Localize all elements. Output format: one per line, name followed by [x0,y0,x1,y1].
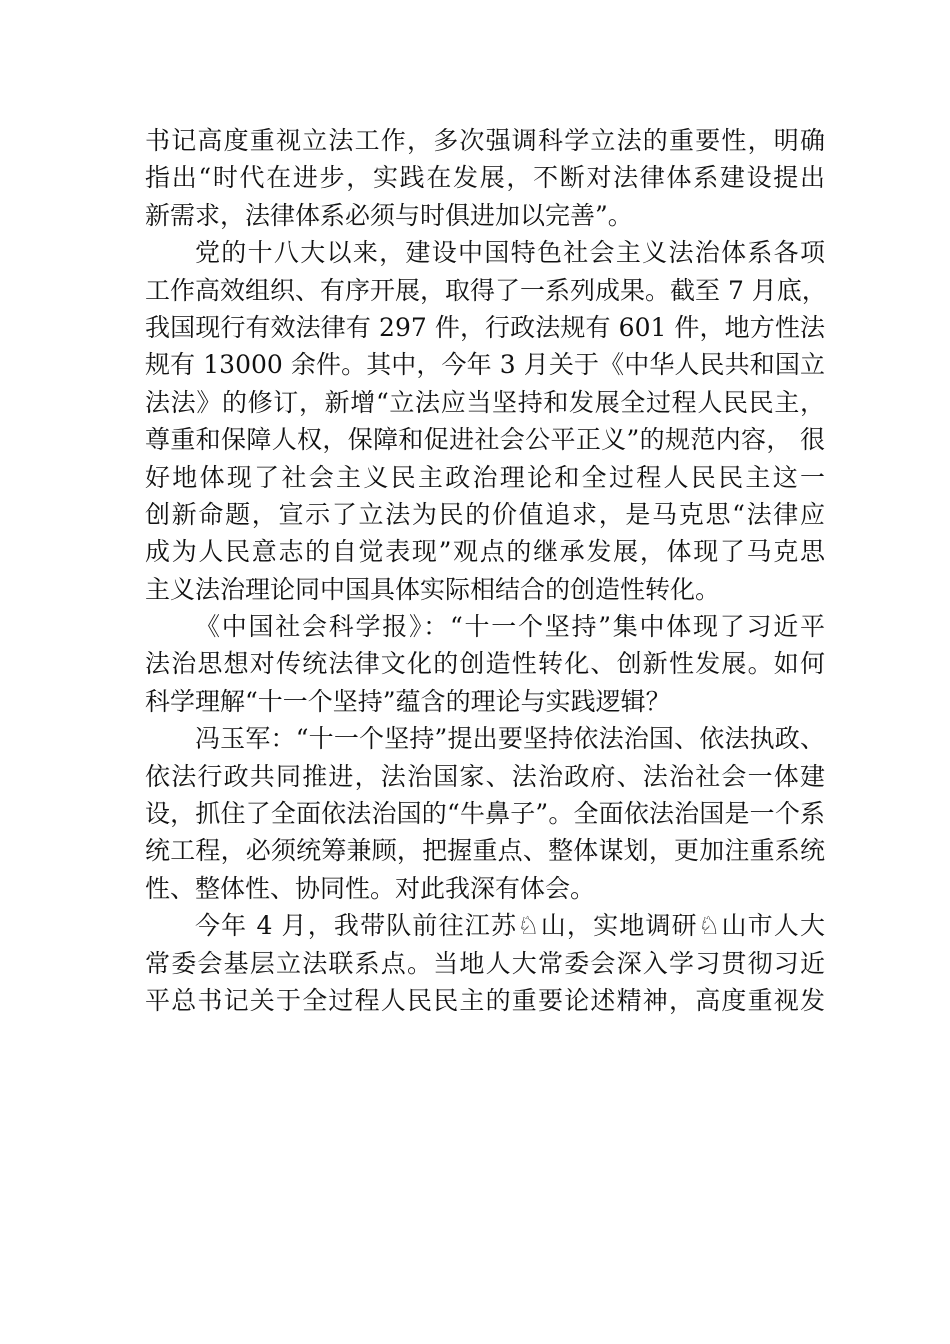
text-line: 创新命题，宣示了立法为民的价值追求，是马克思“法律应 [145,499,825,529]
text-line: 工作高效组织、有序开展，取得了一系列成果。截至 7 月底， [145,275,827,305]
text-line: 常委会基层立法联系点。当地人大常委会深入学习贯彻习近 [145,948,825,978]
text-line: 规有 13000 余件。其中，今年 3 月关于《中华人民共和国立 [145,350,825,380]
text-line: 成为人民意志的自觉表现”观点的继承发展，体现了马克思 [145,537,825,567]
text-line: 指出“时代在进步，实践在发展，不断对法律体系建设提出 [145,163,825,193]
text-line: 依法行政共同推进，法治国家、法治政府、法治社会一体建 [145,761,825,791]
text-line: 设，抓住了全面依法治国的“牛鼻子”。全面依法治国是一个系 [145,799,825,829]
text-line: 《中国社会科学报》：“十一个坚持”集中体现了习近平 [195,612,825,642]
text-line: 冯玉军：“十一个坚持”提出要坚持依法治国、依法执政、 [195,724,825,754]
text-line: 我国现行有效法律有 297 件，行政法规有 601 件，地方性法 [145,312,825,342]
text-line: 今年 4 月，我带队前往江苏♘山，实地调研♘山市人大 [195,911,825,941]
text-line: 党的十八大以来，建设中国特色社会主义法治体系各项 [195,238,825,268]
text-line: 好地体现了社会主义民主政治理论和全过程人民民主这一 [145,462,825,492]
text-line: 性、整体性、协同性。对此我深有体会。 [145,873,596,903]
text-line: 法法》的修订，新增“立法应当坚持和发展全过程人民民主， [145,387,825,417]
text-line: 统工程，必须统筹兼顾，把握重点、整体谋划，更加注重系统 [145,836,825,866]
text-line: 法治思想对传统法律文化的创造性转化、创新性发展。如何 [145,649,825,679]
text-line: 书记高度重视立法工作，多次强调科学立法的重要性，明确 [145,126,825,155]
text-line: 尊重和保障人权，保障和促进社会公平正义”的规范内容， 很 [145,425,825,455]
body-text [145,122,825,1019]
text-line: 新需求，法律体系必须与时俱进加以完善”。 [145,200,633,230]
text-line: 主义法治理论同中国具体实际相结合的创造性转化。 [145,574,721,604]
text-line: 平总书记关于全过程人民民主的重要论述精神，高度重视发 [145,985,825,1015]
text-line: 科学理解“十一个坚持”蕴含的理论与实践逻辑？ [145,686,671,716]
